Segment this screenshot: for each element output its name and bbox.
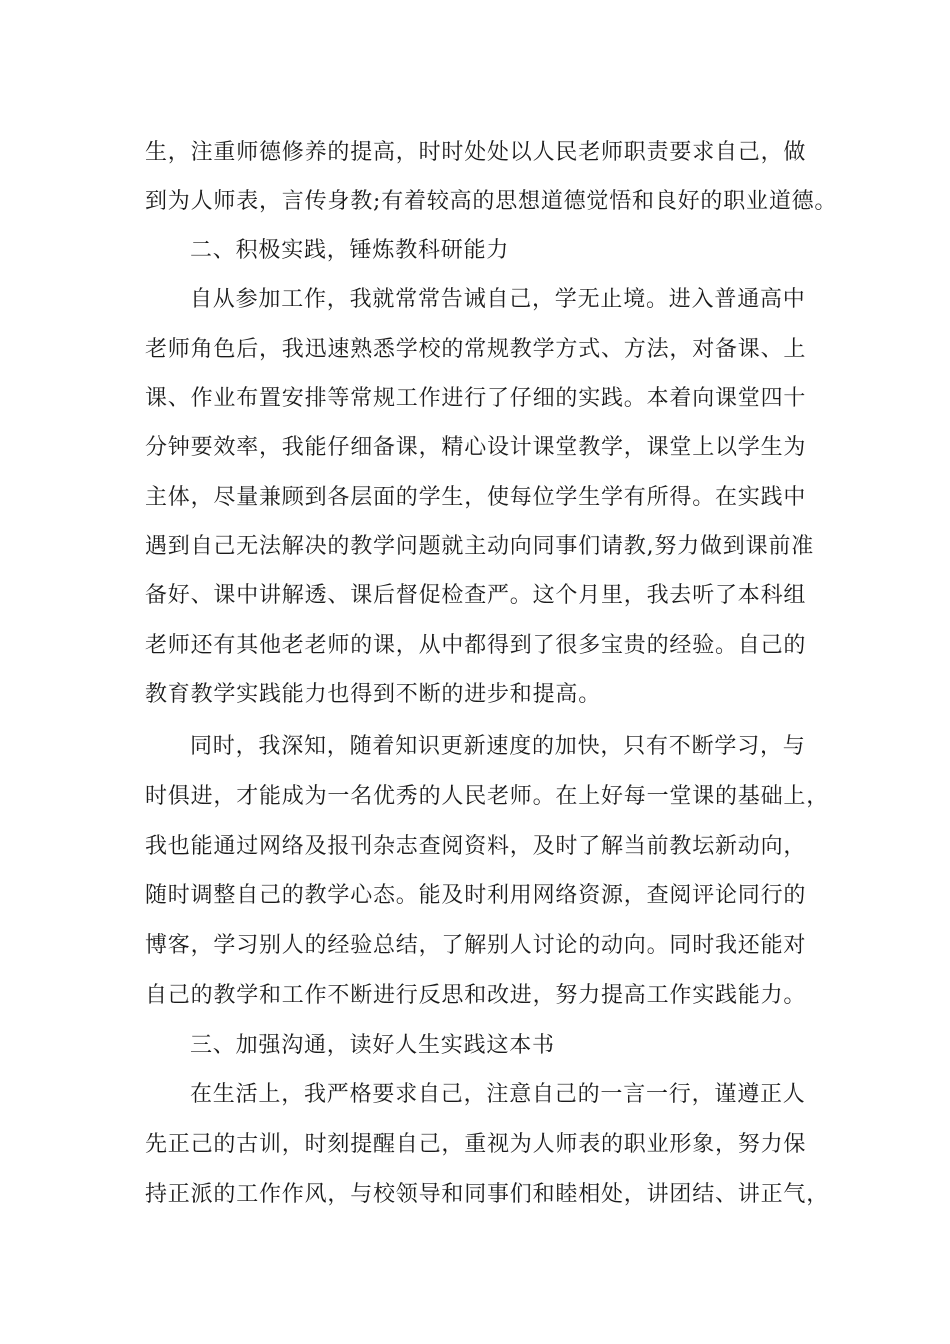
text-line: 备好、课中讲解透、课后督促检查严。这个月里，我去听了本科组 xyxy=(145,583,807,608)
text-line: 生，注重师德修养的提高，时时处处以人民老师职责要求自己，做 xyxy=(145,140,807,165)
text-line: 我也能通过网络及报刊杂志查阅资料，及时了解当前教坛新动向， xyxy=(145,834,807,859)
text-line: 先正己的古训，时刻提醒自己，重视为人师表的职业形象，努力保 xyxy=(145,1132,807,1157)
text-line: 持正派的工作作风，与校领导和同事们和睦相处，讲团结、讲正气， xyxy=(145,1182,830,1207)
text-line: 主体，尽量兼顾到各层面的学生，使每位学生学有所得。在实践中 xyxy=(145,485,807,510)
text-line: 在生活上，我严格要求自己，注意自己的一言一行，谨遵正人 xyxy=(190,1082,806,1107)
text-line: 老师还有其他老老师的课，从中都得到了很多宝贵的经验。自己的 xyxy=(145,633,807,658)
text-line: 博客，学习别人的经验总结，了解别人讨论的动向。同时我还能对 xyxy=(145,933,807,958)
text-line: 遇到自己无法解决的教学问题就主动向同事们请教,努力做到课前准 xyxy=(145,534,814,559)
text-line: 课、作业布置安排等常规工作进行了仔细的实践。本着向课堂四十 xyxy=(145,386,807,411)
text-line: 同时，我深知，随着知识更新速度的加快，只有不断学习，与 xyxy=(190,734,806,759)
text-line: 自己的教学和工作不断进行反思和改进，努力提高工作实践能力。 xyxy=(145,983,807,1008)
text-line: 教育教学实践能力也得到不断的进步和提高。 xyxy=(145,682,602,707)
text-line: 时俱进，才能成为一名优秀的人民老师。在上好每一堂课的基础上， xyxy=(145,784,830,809)
text-line: 自从参加工作，我就常常告诫自己，学无止境。进入普通高中 xyxy=(190,287,806,312)
section-heading: 三、加强沟通，读好人生实践这本书 xyxy=(190,1033,555,1058)
text-line: 分钟要效率，我能仔细备课，精心设计课堂教学，课堂上以学生为 xyxy=(145,435,807,460)
section-heading: 二、积极实践，锤炼教科研能力 xyxy=(190,238,510,263)
text-line: 老师角色后，我迅速熟悉学校的常规教学方式、方法，对备课、上 xyxy=(145,337,807,362)
text-line: 到为人师表，言传身教;有着较高的思想道德觉悟和良好的职业道德。 xyxy=(145,189,838,214)
text-line: 随时调整自己的教学心态。能及时利用网络资源，查阅评论同行的 xyxy=(145,883,807,908)
